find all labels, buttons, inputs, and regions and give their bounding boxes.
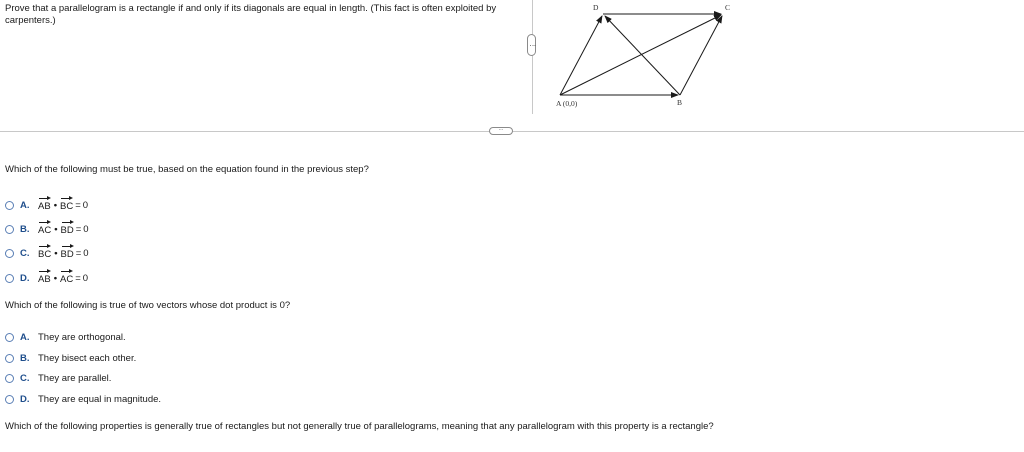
edge-bc (680, 16, 722, 95)
label-b: B (677, 98, 683, 107)
question-2-option-b[interactable]: B. They bisect each other. (5, 351, 136, 365)
dot-operator: • (53, 272, 58, 284)
vector: AB (38, 273, 51, 285)
equals-sign: = (75, 272, 81, 284)
equals-sign: = (75, 223, 82, 235)
vector: AC (38, 224, 52, 236)
vector: BC (38, 248, 52, 260)
question-2-option-c[interactable]: C. They are parallel. (5, 371, 111, 385)
radio-button[interactable] (5, 333, 14, 342)
vector: BC (60, 200, 74, 212)
question-1-text: Which of the following must be true, based on the equation found in the previous step? (5, 164, 369, 175)
option-text: They bisect each other. (38, 352, 137, 364)
radio-button[interactable] (5, 395, 14, 404)
dot-operator: • (54, 247, 58, 259)
option-text: They are orthogonal. (38, 331, 126, 343)
option-text: They are equal in magnitude. (38, 393, 162, 405)
radio-button[interactable] (5, 354, 14, 363)
horizontal-resize-handle[interactable] (489, 127, 513, 135)
label-d: D (593, 3, 599, 12)
radio-button[interactable] (5, 249, 14, 258)
radio-button[interactable] (5, 225, 14, 234)
rhs-value: 0 (83, 223, 89, 235)
equals-sign: = (75, 199, 81, 211)
vector: AB (38, 200, 51, 212)
option-text: They are parallel. (38, 372, 112, 384)
rhs-value: 0 (82, 199, 89, 211)
parallelogram-figure (540, 0, 750, 112)
vertical-splitter (528, 0, 536, 114)
label-a: A (0,0) (556, 99, 578, 108)
diagonal-ac (560, 15, 721, 95)
diagonal-bd (605, 16, 680, 95)
vertical-resize-handle[interactable] (527, 34, 536, 56)
question-1-option-a[interactable]: A. AB • BC = 0 (5, 198, 88, 212)
edge-ad (560, 16, 602, 95)
dot-operator: • (54, 223, 58, 235)
vector: BD (60, 224, 74, 236)
radio-button[interactable] (5, 374, 14, 383)
grip-icon: ⋮ (528, 42, 536, 48)
question-2-text: Which of the following is true of two vectors whose dot product is 0? (5, 300, 291, 311)
question-3-text: Which of the following properties is generally true of rectangles but not generally true of parallelograms, meaning that any parallelogram with this property is a rectangle? (5, 421, 714, 432)
rhs-value: 0 (83, 247, 89, 259)
question-2-option-d[interactable]: D. They are equal in magnitude. (5, 392, 161, 406)
equals-sign: = (75, 247, 82, 259)
problem-statement: Prove that a parallelogram is a rectangle if and only if its diagonals are equal in length. (This fact is often exploited by carpenters.) (5, 3, 497, 26)
question-1-option-b[interactable]: B. AC • BD = 0 (5, 222, 89, 236)
rhs-value: 0 (82, 272, 89, 284)
radio-button[interactable] (5, 201, 14, 210)
dot-operator: • (53, 199, 58, 211)
label-c: C (725, 3, 731, 12)
radio-button[interactable] (5, 274, 14, 283)
question-2-option-a[interactable]: A. They are orthogonal. (5, 330, 126, 344)
vector: AC (60, 273, 74, 285)
grip-icon: ∙∙∙ (498, 127, 504, 133)
vector: BD (60, 248, 74, 260)
question-1-option-c[interactable]: C. BC • BD = 0 (5, 246, 89, 260)
question-1-option-d[interactable]: D. AB • AC = 0 (5, 271, 88, 285)
